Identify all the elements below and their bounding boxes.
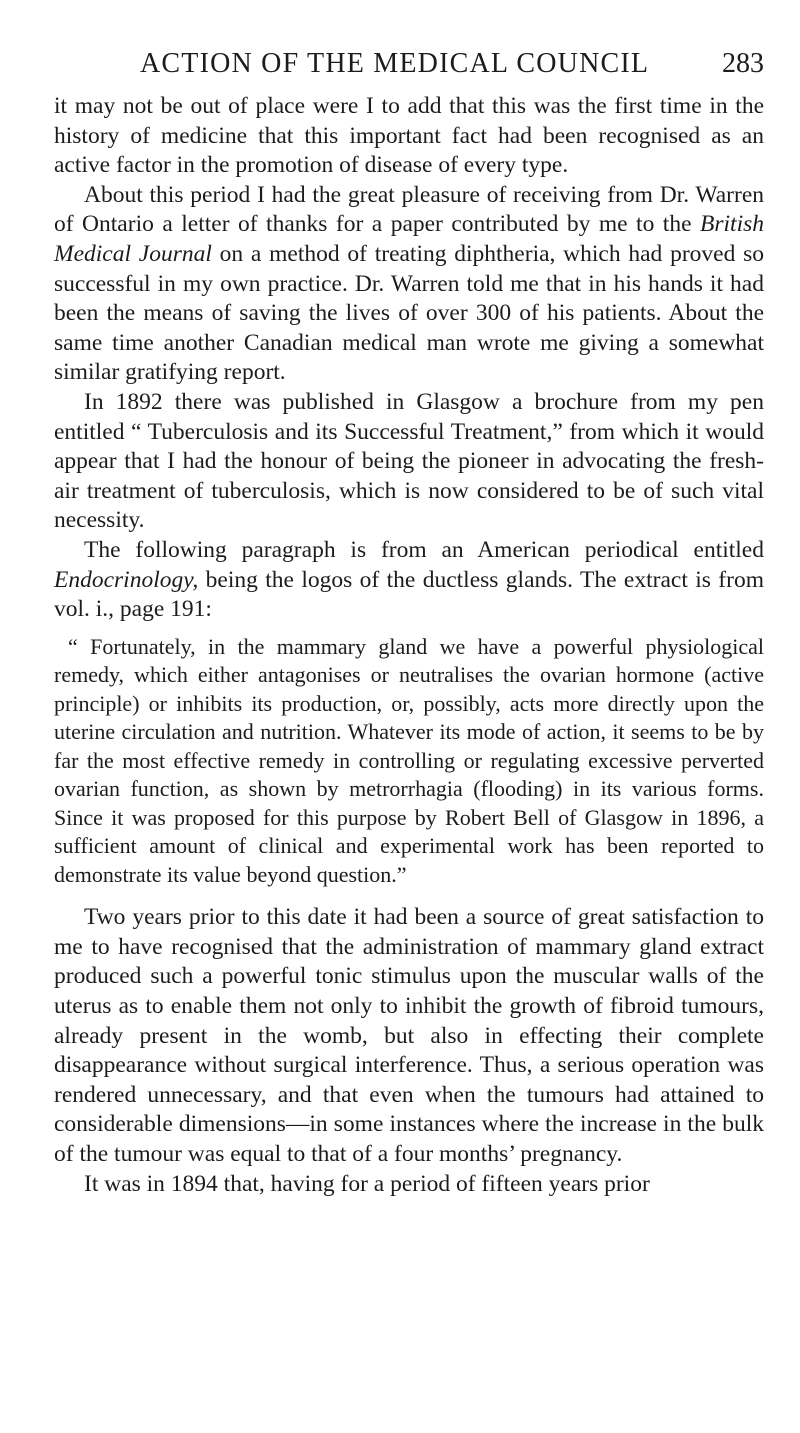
block-quote: “ Fortunately, in the mammary gland we have a powerful physiological remedy, which either antagonises or neutralises the ovarian hormone (active principle) or inhibits its production, or, possibly, acts more directly upon the uterine circulation and nutrition. Whatever its mode of action, it seems to be by far the most effective remedy in controlling or regulating excessive perverted ovarian function, as shown by metrorrhagia (flooding) in its various forms. Since it was proposed for this purpose by Robert Bell of Glasgow in 1896, a sufficient amount of clinical and experimental work has been reported to demonstrate its value beyond question.”: [54, 633, 764, 887]
paragraph-text: It was in 1894 that, having for a period of fifteen years prior: [84, 1170, 650, 1197]
paragraph-text: it may not be out of place were I to add that this was the first time in the history of medicine that this important fact had been recognised as an active factor in the promotion of disease of every type.: [54, 93, 764, 179]
paragraph-text: on a method of treating diphtheria, which had proved so successful in my own practice. Dr. Warren told me that in his hands it had been the means of saving the lives of over 300 of his patients. About the same time another Canadian medical man wrote me giving a somewhat similar gratifying report.: [54, 240, 764, 386]
paragraph-text: The following paragraph is from an American periodical entitled: [84, 536, 764, 563]
paragraph-mammary-extract: [54, 903, 764, 1169]
book-page: [54, 44, 764, 1199]
periodical-title: Endocrinology,: [54, 566, 199, 593]
journal-title: British Medical Journal: [54, 211, 764, 267]
running-title: ACTION OF THE MEDICAL COUNCIL: [140, 48, 650, 79]
paragraph-warren-letter: [54, 181, 764, 388]
running-header: [54, 44, 764, 88]
paragraph-continuation: [54, 92, 764, 181]
paragraph-1894: [54, 1170, 764, 1200]
paragraph-tuberculosis: [54, 388, 764, 536]
paragraph-text: Two years prior to this date it had been a source of great satisfaction to me to have recognised that the administration of mammary gland extract produced such a powerful tonic stimulus upon the muscular walls of the uterus as to enable them not only to inhibit the growth of fibroid tumours, already present in the womb, but also in effecting their complete disappearance without surgical interference. Thus, a serious operation was rendered unnecessary, and that even when the tumours had attained to considerable dimensions—in some instances where the increase in the bulk of the tumour was equal to that of a four months’ pregnancy.: [54, 904, 764, 1167]
page-number: 283: [722, 48, 764, 79]
paragraph-text: About this period I had the great pleasure of receiving from Dr. Warren of Ontario a letter of thanks for a paper contributed by me to the: [54, 181, 764, 238]
paragraph-text: being the logos of the ductless glands. The extract is from vol. i., page 191:: [54, 566, 764, 623]
paragraph-text: In 1892 there was published in Glasgow a brochure from my pen entitled “ Tuberculosis and its Successful Treatment,” from which it would appear that I had the honour of being the pioneer in advocating the fresh-air treatment of tuberculosis, which is now considered to be of such vital necessity.: [54, 388, 764, 534]
paragraph-endocrinology-intro: [54, 536, 764, 625]
